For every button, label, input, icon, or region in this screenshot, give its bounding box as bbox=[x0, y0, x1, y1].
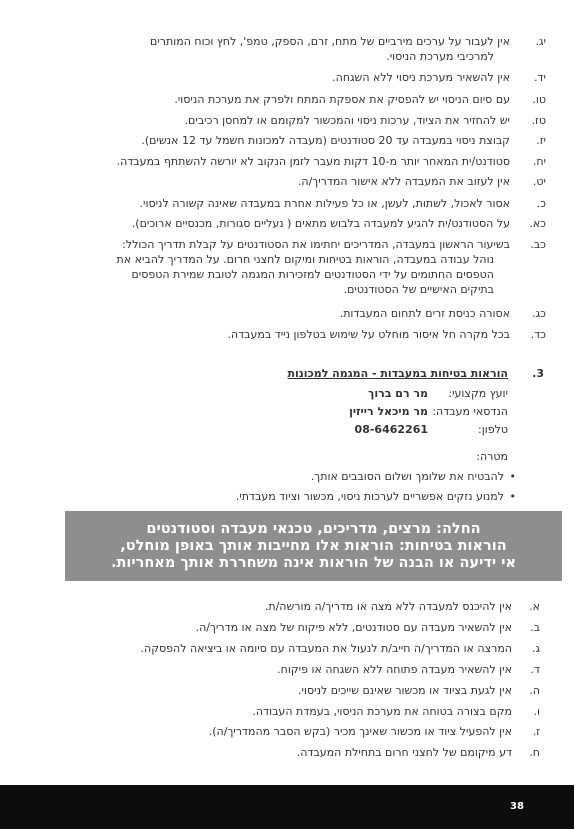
list-item-label: טו. bbox=[532, 93, 546, 106]
engineer-row bbox=[349, 404, 508, 419]
list-item-label: כב. bbox=[530, 238, 546, 251]
list-item-text: יש להחזיר את הציוד, ערכות ניסוי והמכשור למקומם או למחסן רכיבים. bbox=[184, 114, 510, 127]
list-item bbox=[117, 237, 546, 297]
list-item bbox=[196, 620, 540, 635]
bullet-icon: • bbox=[509, 470, 516, 483]
list-item-label: ד. bbox=[530, 663, 540, 676]
list-item-label: יח. bbox=[532, 155, 546, 168]
list-item-text: קבוצת ניסוי במעבדה עד 20 סטודנטים (מעבדה למכונות חשמל עד 12 אנשים). bbox=[141, 134, 510, 147]
goal-label: מטרה: bbox=[476, 450, 508, 463]
section-title: הוראות בטיחות במעבדות - המגמה למכונות bbox=[287, 367, 508, 380]
list-item-text: דע מיקומם של לחצני חרום בתחילת המעבדה. bbox=[296, 746, 512, 759]
page-number: 38 bbox=[510, 801, 524, 812]
list-item bbox=[298, 174, 546, 189]
phone-row bbox=[355, 422, 508, 437]
list-item-label: ח. bbox=[529, 746, 540, 759]
list-item-label: טז. bbox=[531, 114, 546, 127]
notice-line: אי ידיעה או הבנה של הוראות אינה משחררת אותך מאחריות. bbox=[110, 554, 517, 571]
list-item-text: עם סיום הניסוי יש להפסיק את אספקת המתח ולפרק את מערכת הניסוי. bbox=[174, 93, 510, 106]
list-item-label: יג. bbox=[535, 35, 546, 48]
list-item bbox=[132, 216, 546, 231]
list-item bbox=[209, 724, 540, 739]
goal-text: להבטיח את שלומך ושלום הסובבים אותך. bbox=[310, 470, 504, 483]
list-item-label: כג. bbox=[532, 307, 546, 320]
list-item-text: אסור לאכול, לשתות, לעשן, או כל פעילות אחרת במעבדה שאינה קשורה לניסוי. bbox=[139, 197, 510, 210]
advisor-label: יועץ מקצועי: bbox=[448, 387, 508, 400]
list-item-text: המרצה או המדריך/ה חייב/ת לנעול את המעבדה עם סיומה או ביציאה להפסקה. bbox=[140, 642, 512, 655]
goal-item bbox=[311, 469, 516, 484]
notice-box bbox=[65, 511, 562, 581]
advisor-row bbox=[368, 386, 508, 401]
list-item-text: אין להשאיר מעבדה עם סטודנטים, ללא פיקוח של מצה או מדריך/ה. bbox=[195, 621, 512, 634]
list-item-label: ה. bbox=[529, 684, 540, 697]
list-item-label: ג. bbox=[531, 642, 540, 655]
list-item-label: ז. bbox=[532, 725, 540, 738]
list-item-label: כא. bbox=[529, 217, 546, 230]
list-item bbox=[340, 306, 546, 321]
phone-label: טלפון: bbox=[478, 423, 508, 436]
bullet-icon: • bbox=[509, 490, 516, 503]
list-item-text: אין לעבור על ערכים מירביים של מתח, זרם, הספק, טמפ', לחץ וכוח המותרים bbox=[150, 35, 510, 48]
section-number: 3. bbox=[532, 367, 544, 380]
list-item-label: כ. bbox=[536, 197, 546, 210]
list-item-text: בשיעור הראשון במעבדה, המדריכים יחתימו את הסטודנטים על קבלת תדריך הכולל: bbox=[122, 238, 510, 251]
list-item bbox=[141, 133, 546, 148]
list-item-text: אין להשאיר מעבדה פתוחה ללא השגחה או פיקוח. bbox=[277, 663, 512, 676]
phone-number: 08-6462261 bbox=[354, 423, 428, 436]
list-item-text: למרכיבי מערכת הניסוי. bbox=[386, 50, 494, 63]
list-item-text: הטפסים החתומים על ידי הסטודנטים למזכירות המגמה לטובת שמירת הטפסים bbox=[131, 268, 494, 281]
list-item-label: יט. bbox=[532, 175, 546, 188]
list-item-text: אסורה כניסת זרים לתחום המעבדות. bbox=[339, 307, 510, 320]
list-item bbox=[227, 327, 546, 342]
list-item-label: יד. bbox=[534, 71, 546, 84]
list-item-label: ב. bbox=[530, 621, 540, 634]
list-item bbox=[265, 599, 540, 614]
list-item-text: אין לגעת בציוד או מכשור שאינם שייכים לניסוי. bbox=[298, 684, 512, 697]
engineer-name: מר מיכאל רייזין bbox=[349, 405, 428, 418]
list-item-text: אין להיכנס למעבדה ללא מצה או מדריך/ה מורשה/ת. bbox=[264, 600, 512, 613]
list-item bbox=[297, 745, 540, 760]
list-item bbox=[141, 641, 540, 656]
list-item bbox=[185, 113, 546, 128]
list-item bbox=[117, 154, 546, 169]
section-heading bbox=[287, 366, 544, 381]
list-item-label: יז. bbox=[536, 134, 546, 147]
list-item bbox=[252, 704, 540, 719]
list-item bbox=[174, 92, 546, 107]
list-item-text: בכל מקרה חל איסור מוחלט על שימוש בטלפון נייד במעבדה. bbox=[227, 328, 510, 341]
list-item-text: בתיקים האישיים של הסטודנטים. bbox=[343, 283, 494, 296]
list-item bbox=[277, 662, 540, 677]
page-footer bbox=[0, 785, 574, 829]
engineer-label: הנדסאי מעבדה: bbox=[432, 405, 508, 418]
notice-line: הוראות בטיחות: הוראות אלו מחייבות אותך באופן מוחלט, bbox=[120, 537, 507, 554]
list-item-text: אין לעזוב את המעבדה ללא אישור המדריך/ה. bbox=[297, 175, 510, 188]
list-item-text: אין להפעיל ציוד או מכשור שאינך מכיר (בקש הסבר מהמדריך/ה). bbox=[208, 725, 512, 738]
list-item-text: על הסטודנט/ית להגיע למעבדה בלבוש מתאים ( נעליים סגורות, מכנסיים ארוכים). bbox=[131, 217, 510, 230]
list-item bbox=[332, 70, 546, 85]
goal-item bbox=[236, 489, 516, 504]
goal-text: למנוע נזקים אפשריים לערכות ניסוי, מכשור וציוד מעבדתי. bbox=[235, 490, 504, 503]
list-item-label: א. bbox=[529, 600, 540, 613]
list-item-text: אין להשאיר מערכת ניסוי ללא השגחה. bbox=[332, 71, 510, 84]
list-item-label: כד. bbox=[530, 328, 546, 341]
notice-line: החלה: מרצים, מדריכים, טכנאי מעבדה וסטודנטים bbox=[146, 520, 481, 537]
list-item bbox=[150, 34, 546, 64]
list-item bbox=[139, 196, 546, 211]
list-item-label: ו. bbox=[533, 705, 540, 718]
list-item bbox=[298, 683, 540, 698]
list-item-text: סטודנט/ית המאחר יותר מ-10 דקות מעבר לזמן הנקוב לא יורשה להשתתף במעבדה. bbox=[116, 155, 510, 168]
list-item-text: נוהל עבודה במעבדה, הוראות בטיחות ומיקום לחצני חרום. על המדריך להביא את bbox=[116, 253, 494, 266]
advisor-name: מר רם ברוך bbox=[368, 387, 428, 400]
list-item-text: מקם בצורה בטוחה את מערכת הניסוי, בעמדת העבודה. bbox=[252, 705, 512, 718]
